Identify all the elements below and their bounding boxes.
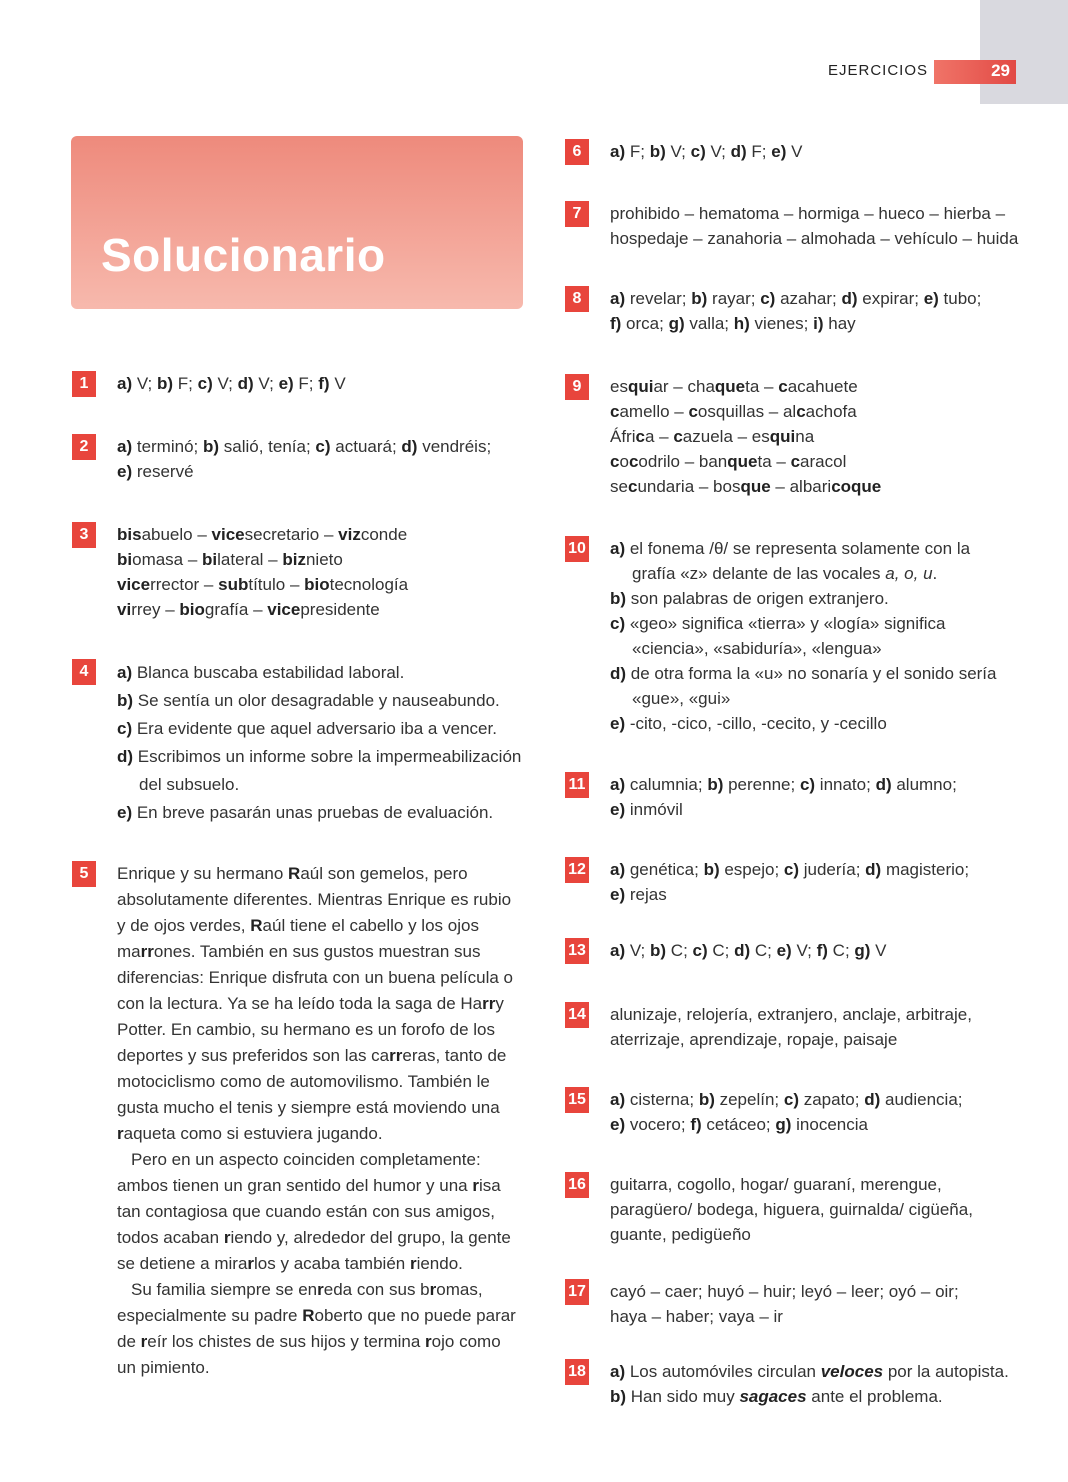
exercise-number-badge: 10 [565, 536, 589, 562]
answer-line: haya – haber; vaya – ir [610, 1307, 783, 1326]
answer-line: a) genética; b) espejo; c) judería; d) magisterio; [610, 860, 970, 879]
exercise-answer [610, 201, 1020, 251]
answer-line: a) Blanca buscaba estabilidad laboral. [117, 663, 405, 682]
answer-line: prohibido – hematoma – hormiga – hueco – hierba – [610, 204, 1006, 223]
answer-line: alunizaje, relojería, extranjero, anclaje, arbitraje, [610, 1005, 972, 1024]
answer-line: bisabuelo – vicesecretario – vizconde [117, 525, 408, 544]
page-corner-tab [980, 0, 1068, 104]
exercise-answer [610, 857, 1020, 907]
answer-line: hospedaje – zanahoria – almohada – vehículo – huida [610, 229, 1019, 248]
answer-paragraph: Pero en un aspecto coinciden completamente: ambos tienen un gran sentido del humor y una risa tan contagiosa que cuando están con sus amigos, todos acaban riendo y, alrededor del grupo, la gente se detiene a mirarlos y acaba también riendo. [117, 1150, 511, 1273]
exercise-15 [565, 1087, 1020, 1137]
exercise-8 [565, 286, 1020, 336]
answer-line: del subsuelo. [139, 775, 240, 794]
exercise-answer [117, 434, 524, 484]
answer-line: e) En breve pasarán unas pruebas de evaluación. [117, 803, 494, 822]
exercise-number-badge: 18 [565, 1359, 589, 1385]
answer-line: paragüero/ bodega, higuera, guirnalda/ cigüeña, [610, 1200, 973, 1219]
exercise-17 [565, 1279, 1020, 1329]
exercise-number-badge: 16 [565, 1172, 589, 1198]
exercise-10 [565, 536, 1020, 736]
exercise-number-badge: 9 [565, 374, 589, 400]
exercise-answer [117, 371, 524, 396]
answer-line: e) reservé [117, 462, 194, 481]
answer-line: a) F; b) V; c) V; d) F; e) V [610, 142, 803, 161]
answer-line: «gue», «gui» [632, 689, 731, 708]
exercise-number-badge: 14 [565, 1002, 589, 1028]
answer-line: «ciencia», «sabiduría», «lengua» [632, 639, 882, 658]
exercise-answer [610, 938, 1020, 963]
title-banner [71, 136, 523, 309]
exercise-answer [610, 1002, 1020, 1052]
answer-line: f) orca; g) valla; h) vienes; i) hay [610, 314, 856, 333]
answer-line: a) V; b) F; c) V; d) V; e) F; f) V [117, 374, 346, 393]
exercise-number-badge: 4 [72, 659, 96, 685]
answer-line: virrey – biografía – vicepresidente [117, 600, 380, 619]
answer-line: camello – cosquillas – alcachofa [610, 402, 857, 421]
exercise-answer [117, 522, 524, 622]
exercise-11 [565, 772, 1020, 822]
exercise-answer [117, 861, 524, 1381]
answer-line: b) Se sentía un olor desagradable y nauseabundo. [117, 691, 500, 710]
answer-line: e) vocero; f) cetáceo; g) inocencia [610, 1115, 868, 1134]
exercise-16 [565, 1172, 1020, 1247]
exercise-number-badge: 6 [565, 139, 589, 165]
answer-line: a) calumnia; b) perenne; c) innato; d) alumno; [610, 775, 957, 794]
answer-line: b) Han sido muy sagaces ante el problema. [610, 1387, 943, 1406]
answer-line: biomasa – bilateral – biznieto [117, 550, 343, 569]
exercise-number-badge: 1 [72, 371, 96, 397]
exercise-5 [72, 861, 524, 1381]
page-title: Solucionario [101, 229, 386, 281]
answer-line: e) rejas [610, 885, 667, 904]
answer-line: c) «geo» significa «tierra» y «logía» significa [610, 614, 946, 633]
answer-line: c) Era evidente que aquel adversario iba a vencer. [117, 719, 497, 738]
exercise-answer [610, 1172, 1020, 1247]
exercise-answer [117, 659, 524, 827]
answer-line: secundaria – bosque – albaricoque [610, 477, 882, 496]
exercise-answer [610, 772, 1020, 822]
exercise-number-badge: 3 [72, 522, 96, 548]
exercise-number-badge: 17 [565, 1279, 589, 1305]
answer-line: África – cazuela – esquina [610, 427, 815, 446]
answer-line: e) -cito, -cico, -cillo, -cecito, y -cecillo [610, 714, 887, 733]
answer-line: e) inmóvil [610, 800, 683, 819]
answer-line: b) son palabras de origen extranjero. [610, 589, 889, 608]
exercise-3 [72, 522, 524, 622]
answer-line: cocodrilo – banqueta – caracol [610, 452, 847, 471]
answer-line: a) V; b) C; c) C; d) C; e) V; f) C; g) V [610, 941, 887, 960]
answer-line: a) terminó; b) salió, tenía; c) actuará; d) vendréis; [117, 437, 492, 456]
exercise-answer [610, 1279, 1020, 1329]
answer-line: grafía «z» delante de las vocales a, o, u. [632, 564, 938, 583]
exercise-number-badge: 12 [565, 857, 589, 883]
answer-line: d) de otra forma la «u» no sonaría y el sonido sería [610, 664, 997, 683]
answer-line: a) revelar; b) rayar; c) azahar; d) expirar; e) tubo; [610, 289, 982, 308]
answer-line: vicerrector – subtítulo – biotecnología [117, 575, 409, 594]
exercise-answer [610, 139, 1020, 164]
exercise-7 [565, 201, 1020, 251]
exercise-14 [565, 1002, 1020, 1052]
page-number: 29 [991, 61, 1010, 80]
exercise-number-badge: 2 [72, 434, 96, 460]
exercise-number-badge: 13 [565, 938, 589, 964]
exercise-answer [610, 286, 1020, 336]
answer-line: aterrizaje, aprendizaje, ropaje, paisaje [610, 1030, 898, 1049]
exercise-number-badge: 7 [565, 201, 589, 227]
exercise-13 [565, 938, 1020, 963]
exercise-answer [610, 1087, 1020, 1137]
answer-paragraph: Enrique y su hermano Raúl son gemelos, pero absolutamente diferentes. Mientras Enrique es rubio y de ojos verdes, Raúl tiene el cabello y los ojos marrones. También en sus gustos muestran sus diferencias: Enrique disfruta con un buena película o con la lectura. Ya se ha leído toda la saga de Harry Potter. En cambio, su hermano es un forofo de los deportes y sus preferidos son las carreras, tanto de motociclismo como de automovilismo. También le gusta mucho el tenis y siempre está moviendo una raqueta como si estuviera jugando. [117, 864, 513, 1143]
exercise-1 [72, 371, 524, 396]
answer-line: esquiar – chaqueta – cacahuete [610, 377, 858, 396]
exercise-6 [565, 139, 1020, 164]
exercise-answer [610, 374, 1020, 499]
exercise-2 [72, 434, 524, 484]
page-number-tab [934, 60, 1016, 84]
section-label: EJERCICIOS [828, 62, 929, 79]
exercise-18 [565, 1359, 1020, 1409]
exercise-number-badge: 15 [565, 1087, 589, 1113]
exercise-number-badge: 8 [565, 286, 589, 312]
answer-line: a) Los automóviles circulan veloces por la autopista. [610, 1362, 1009, 1381]
exercise-number-badge: 11 [565, 772, 589, 798]
answer-line: cayó – caer; huyó – huir; leyó – leer; oyó – oir; [610, 1282, 959, 1301]
exercise-answer [610, 1359, 1020, 1409]
answer-paragraph: Su familia siempre se enreda con sus bromas, especialmente su padre Roberto que no puede parar de reír los chistes de sus hijos y termina rojo como un pimiento. [117, 1280, 516, 1377]
answer-line: d) Escribimos un informe sobre la impermeabilización [117, 747, 522, 766]
answer-line: a) cisterna; b) zepelín; c) zapato; d) audiencia; [610, 1090, 963, 1109]
exercise-4 [72, 659, 524, 827]
exercise-9 [565, 374, 1020, 499]
answer-line: a) el fonema /θ/ se representa solamente con la [610, 539, 971, 558]
exercise-answer [610, 536, 1020, 736]
answer-line: guante, pedigüeño [610, 1225, 751, 1244]
answer-line: guitarra, cogollo, hogar/ guaraní, merengue, [610, 1175, 942, 1194]
exercise-12 [565, 857, 1020, 907]
exercise-number-badge: 5 [72, 861, 96, 887]
